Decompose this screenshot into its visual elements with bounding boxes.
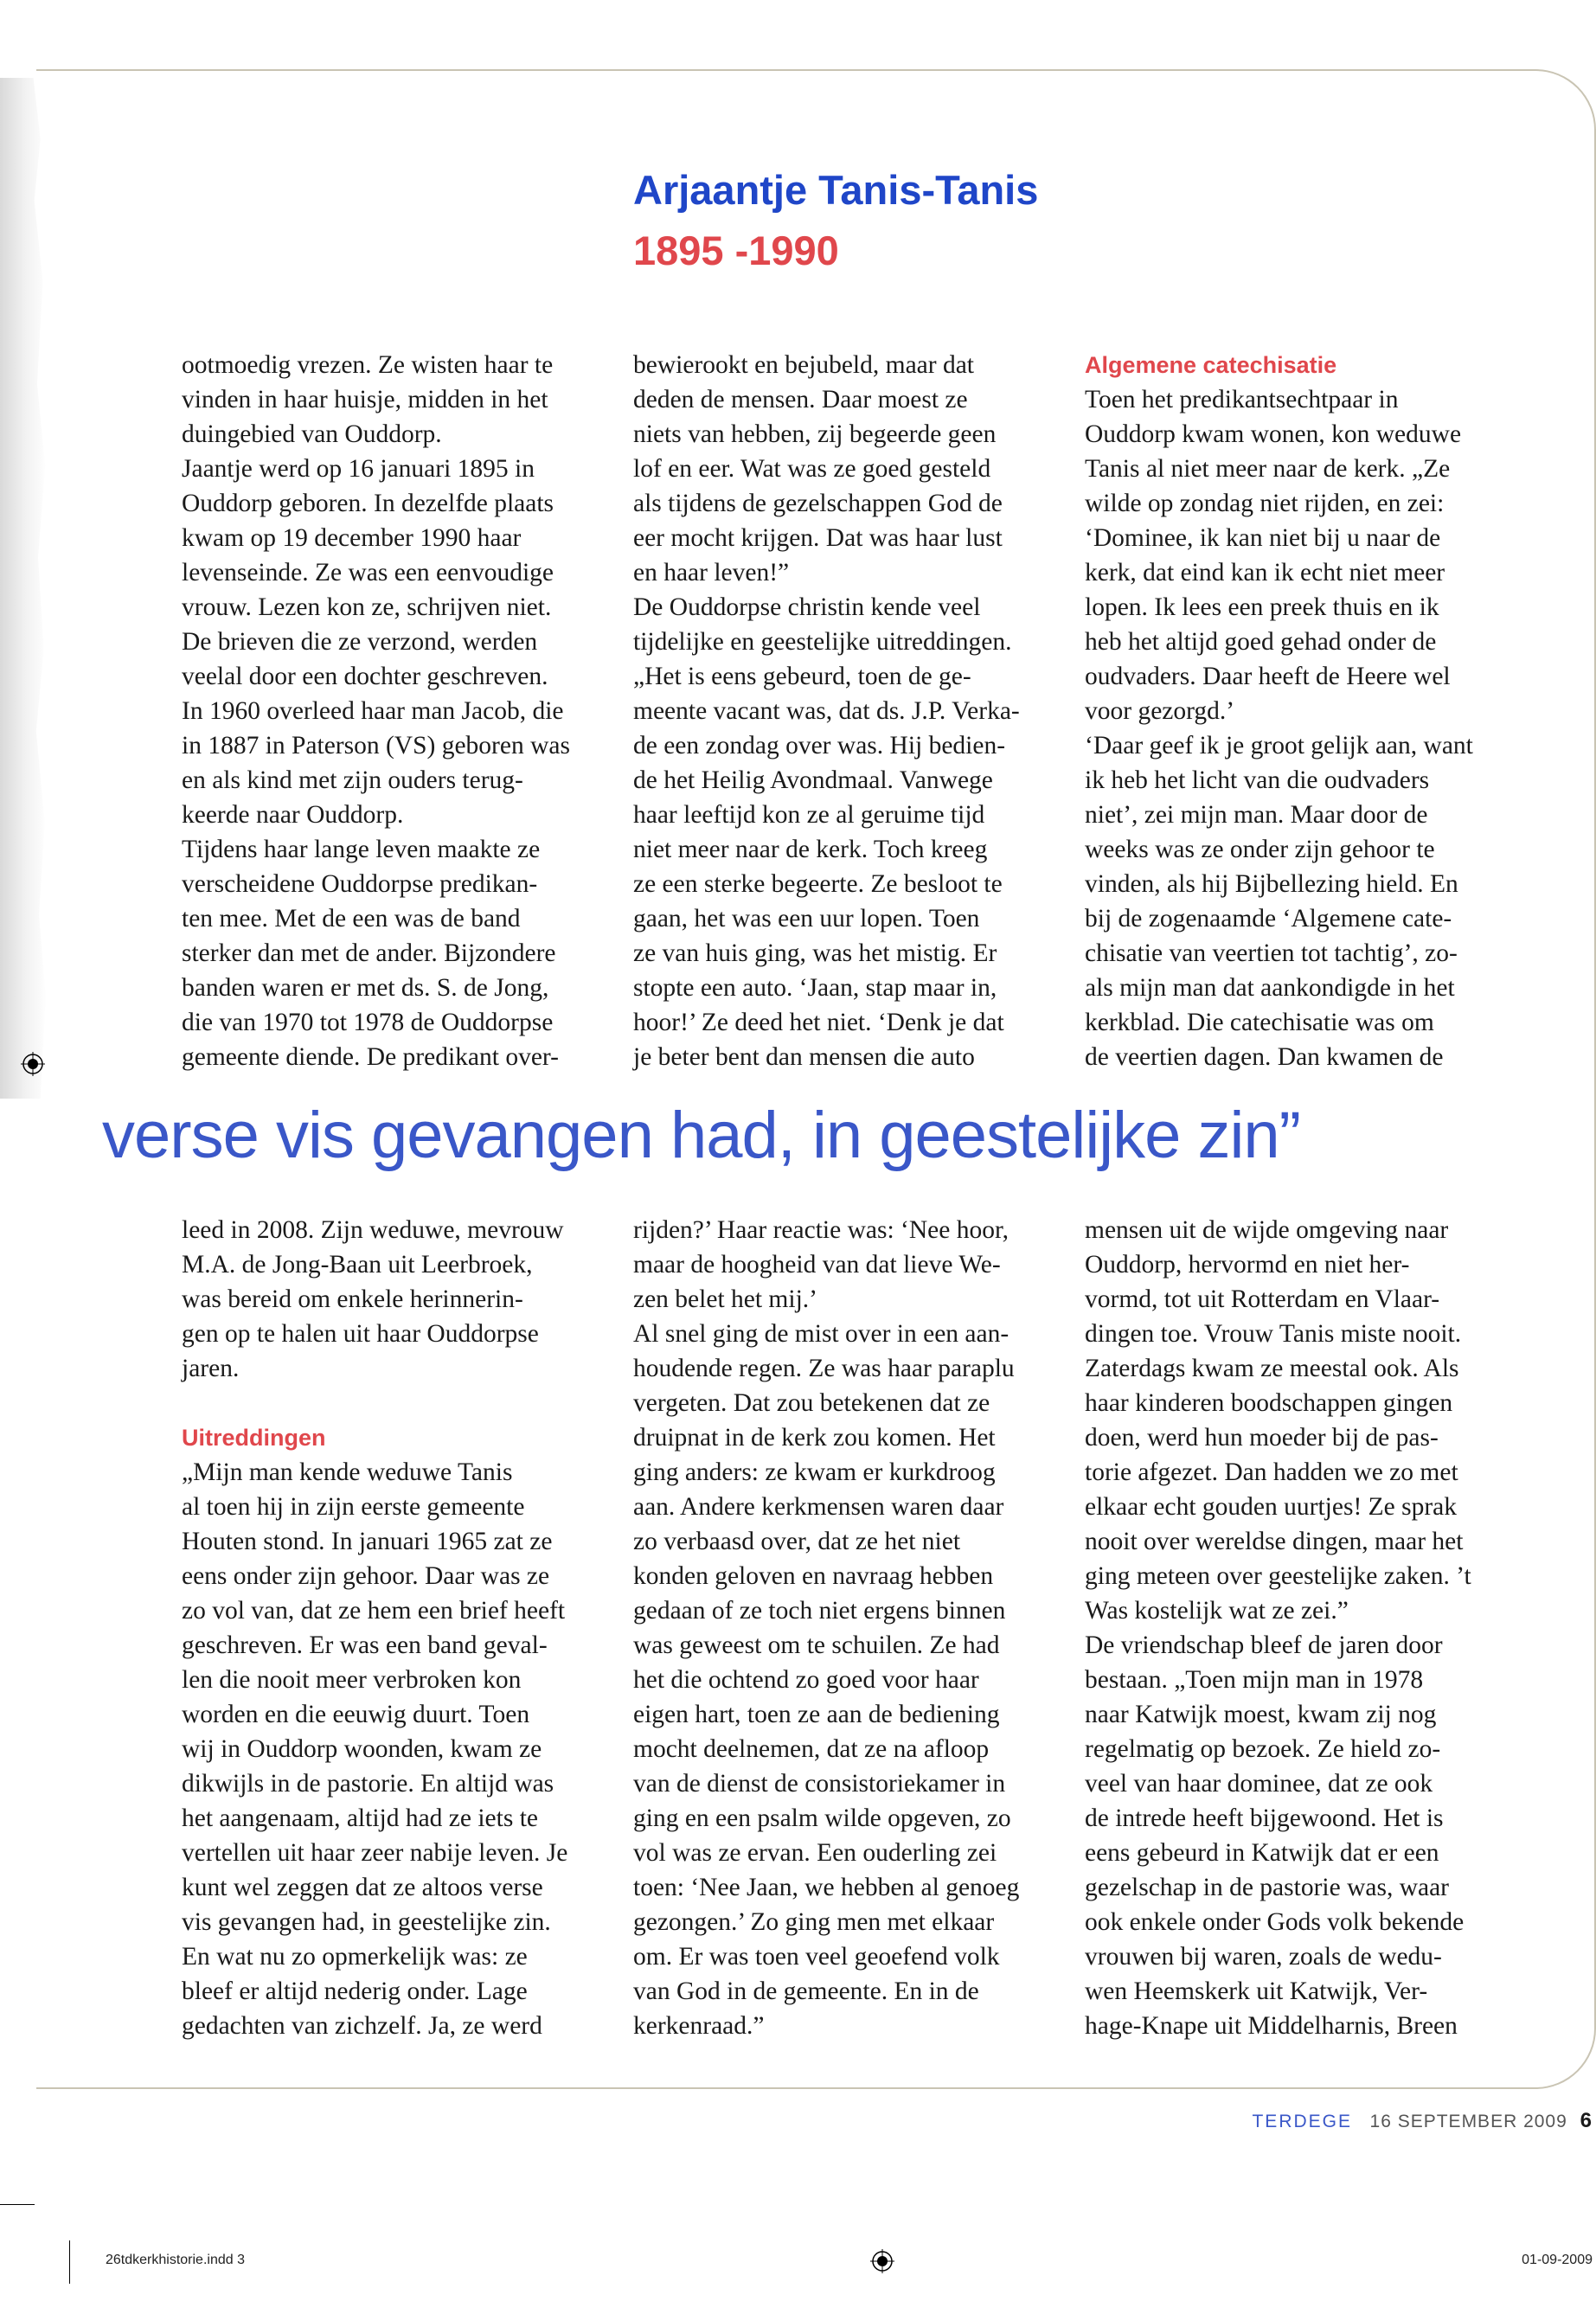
text-line: en als kind met zijn ouders terug-: [182, 766, 523, 794]
text-line: Was kostelijk wat ze zei.”: [1085, 1597, 1349, 1625]
text-line: de een zondag over was. Hij bedien-: [633, 732, 1006, 760]
text-line: naar Katwijk moest, kwam zij nog: [1085, 1701, 1437, 1728]
text-line: wij in Ouddorp woonden, kwam ze: [182, 1735, 542, 1763]
article-years: 1895 -1990: [633, 228, 839, 273]
text-line: oudvaders. Daar heeft de Heere wel: [1085, 663, 1451, 690]
text-line: wen Heemskerk uit Katwijk, Ver-: [1085, 1977, 1428, 2005]
text-line: ze een sterke begeerte. Ze besloot te: [633, 870, 1003, 898]
text-line: gezelschap in de pastorie was, waar: [1085, 1874, 1450, 1901]
text-line: in 1887 in Paterson (VS) geboren was: [182, 732, 570, 760]
pull-quote: verse vis gevangen had, in geestelijke zin”: [102, 1099, 1300, 1172]
paragraph-gap: [182, 1386, 623, 1420]
text-line: lopen. Ik lees een preek thuis en ik: [1085, 593, 1439, 621]
text-line: van de dienst de consistoriekamer in: [633, 1770, 1006, 1798]
text-line: ging en een psalm wilde opgeven, zo: [633, 1804, 1011, 1832]
text-line: bewierookt en bejubeld, maar dat: [633, 351, 975, 379]
text-line: aan. Andere kerkmensen waren daar: [633, 1493, 1004, 1521]
text-line: torie afgezet. Dan hadden we zo met: [1085, 1458, 1458, 1486]
text-line: kerk, dat eind kan ik echt niet meer: [1085, 559, 1445, 586]
text-line: De Ouddorpse christin kende veel: [633, 593, 981, 621]
text-line: van God in de gemeente. En in de: [633, 1977, 979, 2005]
text-line: ging anders: ze kwam er kurkdroog: [633, 1458, 996, 1486]
article-title: Arjaantje Tanis-Tanis: [633, 167, 1039, 213]
text-line: „Mijn man kende weduwe Tanis: [182, 1458, 513, 1486]
section-heading-algemene-catechisatie: Algemene catechisatie: [1085, 352, 1337, 378]
text-line: „Het is eens gebeurd, toen de ge-: [633, 663, 971, 690]
text-line: zen belet het mij.’: [633, 1285, 817, 1313]
column-2-top: [633, 348, 1074, 1074]
page-number: 6: [1580, 2109, 1593, 2132]
text-line: veel van haar dominee, dat ze ook: [1085, 1770, 1433, 1798]
text-line: verscheidene Ouddorpse predikan-: [182, 870, 538, 898]
text-line: len die nooit meer verbroken kon: [182, 1666, 522, 1694]
text-line: En wat nu zo opmerkelijk was: ze: [182, 1943, 528, 1971]
page-footer: [1252, 2109, 1593, 2133]
text-line: niet meer naar de kerk. Toch kreeg: [633, 836, 988, 863]
text-line: vis gevangen had, in geestelijke zin.: [182, 1908, 551, 1936]
text-line: niets van hebben, zij begeerde geen: [633, 420, 997, 448]
text-line: eens gebeurd in Katwijk dat er een: [1085, 1839, 1439, 1867]
text-line: het die ochtend zo goed voor haar: [633, 1666, 979, 1694]
text-line: ootmoedig vrezen. Ze wisten haar te: [182, 351, 554, 379]
text-line: M.A. de Jong-Baan uit Leerbroek,: [182, 1251, 533, 1279]
crop-mark: [69, 2240, 70, 2284]
text-line: hage-Knape uit Middelharnis, Breen: [1085, 2012, 1458, 2040]
slug-date: 01-09-2009: [1522, 2253, 1593, 2267]
text-line: Toen het predikantsechtpaar in: [1085, 386, 1399, 413]
text-line: gen op te halen uit haar Ouddorpse: [182, 1320, 539, 1348]
text-line: de veertien dagen. Dan kwamen de: [1085, 1043, 1444, 1071]
text-line: ‘Daar geef ik je groot gelijk aan, want: [1085, 732, 1473, 760]
text-line: niet’, zei mijn man. Maar door de: [1085, 801, 1428, 829]
text-line: bij de zogenaamde ‘Algemene cate-: [1085, 905, 1452, 933]
text-line: kwam op 19 december 1990 haar: [182, 524, 522, 552]
text-line: Al snel ging de mist over in een aan-: [633, 1320, 1010, 1348]
text-line: gemeente diende. De predikant over-: [182, 1043, 559, 1071]
text-line: gaan, het was een uur lopen. Toen: [633, 905, 980, 933]
text-line: het aangenaam, altijd had ze iets te: [182, 1804, 538, 1832]
text-line: Tanis al niet meer naar de kerk. „Ze: [1085, 455, 1451, 483]
text-line: houdende regen. Ze was haar paraplu: [633, 1355, 1015, 1382]
text-line: die van 1970 tot 1978 de Ouddorpse: [182, 1009, 554, 1036]
text-line: ook enkele onder Gods volk bekende: [1085, 1908, 1465, 1936]
issue-date: 16 SEPTEMBER 2009: [1369, 2112, 1567, 2131]
text-line: maar de hoogheid van dat lieve We-: [633, 1251, 1001, 1279]
text-line: konden geloven en navraag hebben: [633, 1562, 994, 1590]
text-line: druipnat in de kerk zou komen. Het: [633, 1424, 996, 1452]
text-line: Ouddorp, hervormd en niet her-: [1085, 1251, 1410, 1279]
text-line: hoor!’ Ze deed het niet. ‘Denk je dat: [633, 1009, 1004, 1036]
text-line: al toen hij in zijn eerste gemeente: [182, 1493, 525, 1521]
registration-mark-icon: [21, 1052, 45, 1076]
column-3-bottom: [1085, 1213, 1526, 2043]
text-line: bleef er altijd nederig onder. Lage: [182, 1977, 528, 2005]
registration-mark-icon: [870, 2249, 894, 2273]
text-line: banden waren er met ds. S. de Jong,: [182, 974, 549, 1002]
text-line: kerkblad. Die catechisatie was om: [1085, 1009, 1434, 1036]
text-line: Tijdens haar lange leven maakte ze: [182, 836, 541, 863]
section-heading-uitreddingen: Uitreddingen: [182, 1425, 326, 1451]
text-line: de intrede heeft bijgewoond. Het is: [1085, 1804, 1444, 1832]
text-line: vrouw. Lezen kon ze, schrijven niet.: [182, 593, 552, 621]
text-line: meente vacant was, dat ds. J.P. Verka-: [633, 697, 1020, 725]
text-line: en haar leven!”: [633, 559, 790, 586]
text-line: gezongen.’ Zo ging men met elkaar: [633, 1908, 995, 1936]
text-line: je beter bent dan mensen die auto: [633, 1043, 975, 1071]
text-line: ‘Dominee, ik kan niet bij u naar de: [1085, 524, 1441, 552]
text-line: nooit over wereldse dingen, maar het: [1085, 1528, 1464, 1555]
text-line: ze van huis ging, was het mistig. Er: [633, 939, 997, 967]
text-line: keerde naar Ouddorp.: [182, 801, 404, 829]
text-line: rijden?’ Haar reactie was: ‘Nee hoor,: [633, 1216, 1009, 1244]
text-line: vol was ze ervan. Een ouderling zei: [633, 1839, 997, 1867]
text-line: vinden in haar huisje, midden in het: [182, 386, 548, 413]
text-line: elkaar echt gouden uurtjes! Ze sprak: [1085, 1493, 1458, 1521]
text-line: toen: ‘Nee Jaan, we hebben al genoeg: [633, 1874, 1020, 1901]
text-line: ten mee. Met de een was de band: [182, 905, 521, 933]
column-2-bottom: [633, 1213, 1074, 2043]
text-line: jaren.: [182, 1355, 240, 1382]
text-line: stopte een auto. ‘Jaan, stap maar in,: [633, 974, 997, 1002]
text-line: leed in 2008. Zijn weduwe, mevrouw: [182, 1216, 564, 1244]
slug-filename: 26tdkerkhistorie.indd 3: [106, 2253, 245, 2267]
text-line: als tijdens de gezelschappen God de: [633, 490, 1003, 517]
text-line: Zaterdags kwam ze meestal ook. Als: [1085, 1355, 1459, 1382]
text-line: vertellen uit haar zeer nabije leven. Je: [182, 1839, 568, 1867]
text-line: Jaantje werd op 16 januari 1895 in: [182, 455, 535, 483]
text-line: was bereid om enkele herinnerin-: [182, 1285, 523, 1313]
text-line: veelal door een dochter geschreven.: [182, 663, 548, 690]
text-line: sterker dan met de ander. Bijzondere: [182, 939, 556, 967]
text-line: duingebied van Ouddorp.: [182, 420, 442, 448]
text-line: tijdelijke en geestelijke uitreddingen.: [633, 628, 1012, 656]
text-line: heb het altijd goed gehad onder de: [1085, 628, 1437, 656]
text-line: wilde op zondag niet rijden, en zei:: [1085, 490, 1445, 517]
text-line: als mijn man dat aankondigde in het: [1085, 974, 1455, 1002]
text-line: haar kinderen boodschappen gingen: [1085, 1389, 1453, 1417]
text-line: mensen uit de wijde omgeving naar: [1085, 1216, 1449, 1244]
text-line: eer mocht krijgen. Dat was haar lust: [633, 524, 1003, 552]
text-line: chisatie van veertien tot tachtig’, zo-: [1085, 939, 1458, 967]
text-line: deden de mensen. Daar moest ze: [633, 386, 968, 413]
text-line: eens onder zijn gehoor. Daar was ze: [182, 1562, 550, 1590]
text-line: vormd, tot uit Rotterdam en Vlaar-: [1085, 1285, 1440, 1313]
text-line: gedaan of ze toch niet ergens binnen: [633, 1597, 1006, 1625]
text-line: kunt wel zeggen dat ze altoos verse: [182, 1874, 543, 1901]
text-line: voor gezorgd.’: [1085, 697, 1235, 725]
text-line: mocht deelnemen, dat ze na afloop: [633, 1735, 990, 1763]
text-line: kerkenraad.”: [633, 2012, 765, 2040]
text-line: vinden, als hij Bijbellezing hield. En: [1085, 870, 1458, 898]
text-line: Ouddorp geboren. In dezelfde plaats: [182, 490, 554, 517]
text-line: worden en die eeuwig duurt. Toen: [182, 1701, 530, 1728]
column-3-top: [1085, 348, 1526, 1074]
text-line: De vriendschap bleef de jaren door: [1085, 1631, 1443, 1659]
text-line: was geweest om te schuilen. Ze had: [633, 1631, 1000, 1659]
column-1-top: [182, 348, 623, 1074]
magazine-name: TERDEGE: [1252, 2112, 1352, 2131]
text-line: om. Er was toen veel geoefend volk: [633, 1943, 1000, 1971]
text-line: ging meteen over geestelijke zaken. ’t: [1085, 1562, 1471, 1590]
text-line: bestaan. „Toen mijn man in 1978: [1085, 1666, 1424, 1694]
text-line: lof en eer. Wat was ze goed gesteld: [633, 455, 991, 483]
text-line: zo vol van, dat ze hem een brief heeft: [182, 1597, 566, 1625]
text-line: eigen hart, toen ze aan de bediening: [633, 1701, 1000, 1728]
text-line: vergeten. Dat zou betekenen dat ze: [633, 1389, 990, 1417]
text-line: Ouddorp kwam wonen, kon weduwe: [1085, 420, 1462, 448]
text-line: vrouwen bij waren, zoals de wedu-: [1085, 1943, 1442, 1971]
crop-mark: [0, 2204, 35, 2205]
column-1-bottom: [182, 1213, 623, 2043]
text-line: De brieven die ze verzond, werden: [182, 628, 538, 656]
text-line: levenseinde. Ze was een eenvoudige: [182, 559, 554, 586]
text-line: Houten stond. In januari 1965 zat ze: [182, 1528, 553, 1555]
text-line: ik heb het licht van die oudvaders: [1085, 766, 1430, 794]
text-line: dingen toe. Vrouw Tanis miste nooit.: [1085, 1320, 1462, 1348]
text-line: zo verbaasd over, dat ze het niet: [633, 1528, 961, 1555]
text-line: dikwijls in de pastorie. En altijd was: [182, 1770, 554, 1798]
text-line: In 1960 overleed haar man Jacob, die: [182, 697, 564, 725]
text-line: gedachten van zichzelf. Ja, ze werd: [182, 2012, 542, 2040]
text-line: de het Heilig Avondmaal. Vanwege: [633, 766, 993, 794]
text-line: haar leeftijd kon ze al geruime tijd: [633, 801, 985, 829]
text-line: weeks was ze onder zijn gehoor te: [1085, 836, 1435, 863]
text-line: geschreven. Er was een band geval-: [182, 1631, 548, 1659]
text-line: doen, werd hun moeder bij de pas-: [1085, 1424, 1439, 1452]
text-line: regelmatig op bezoek. Ze hield zo-: [1085, 1735, 1441, 1763]
